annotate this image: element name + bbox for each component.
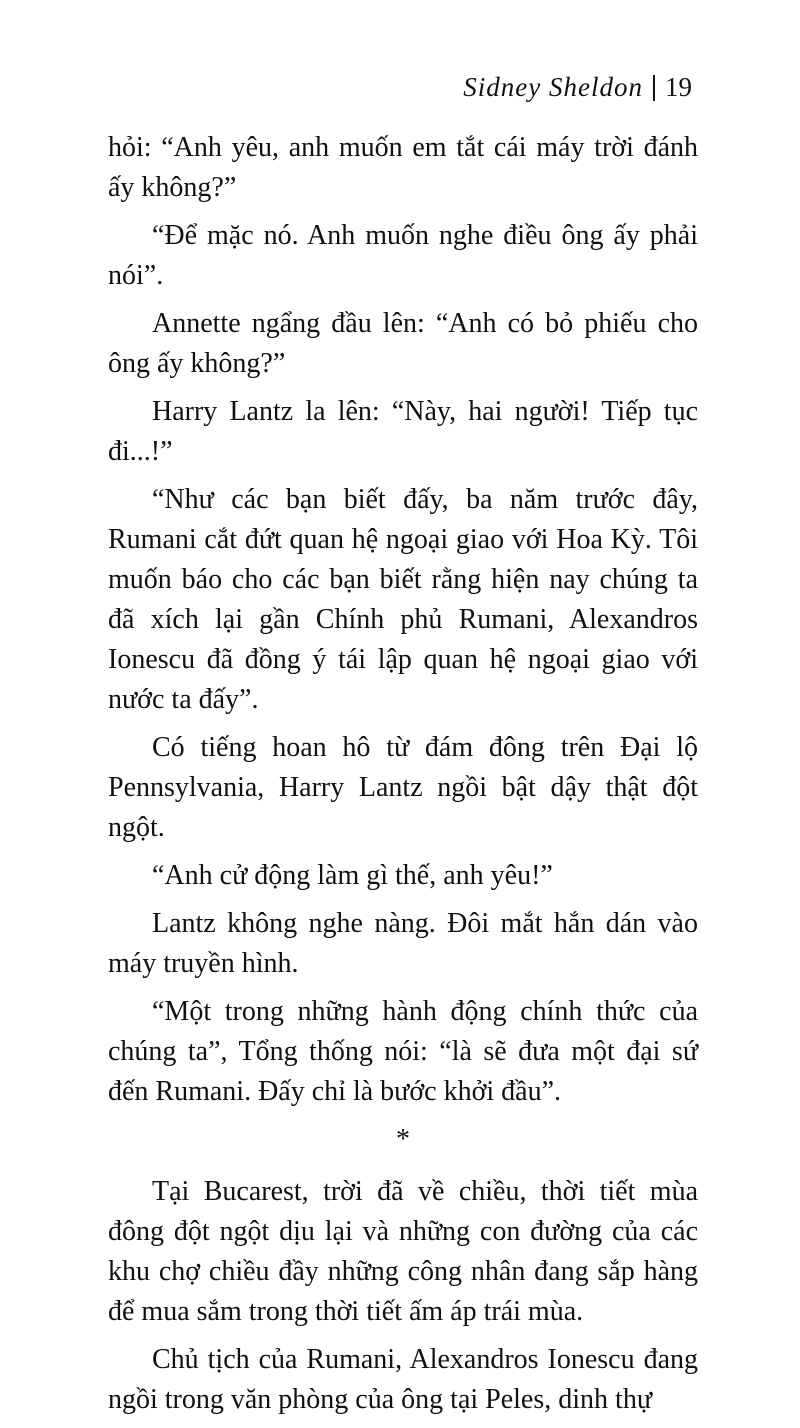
paragraph: “Anh cử động làm gì thế, anh yêu!” (152, 860, 553, 891)
running-header (463, 72, 692, 103)
paragraph: hỏi: “Anh yêu, anh muốn em tắt cái máy trời đánh ấy không?” (108, 132, 698, 203)
section-break: * (396, 1124, 410, 1155)
paragraph: Harry Lantz la lên: “Này, hai người! Tiếp tục đi...!” (108, 396, 698, 467)
paragraph: Lantz không nghe nàng. Đôi mắt hắn dán vào máy truyền hình. (108, 908, 698, 979)
page-number: 19 (665, 72, 692, 102)
paragraph: “Như các bạn biết đấy, ba năm trước đây, Rumani cắt đứt quan hệ ngoại giao với Hoa Kỳ. Tôi muốn báo cho các bạn biết rằng hiện nay chúng ta đã xích lại gần Chính phủ Rumani, Alexandros Ionescu đã đồng ý tái lập quan hệ ngoại giao với nước ta đấy”. (108, 484, 698, 715)
paragraph: Có tiếng hoan hô từ đám đông trên Đại lộ Pennsylvania, Harry Lantz ngồi bật dậy thật đột ngột. (108, 732, 698, 843)
paragraph: Tại Bucarest, trời đã về chiều, thời tiết mùa đông đột ngột dịu lại và những con đường của các khu chợ chiều đầy những công nhân đang sắp hàng để mua sắm trong thời tiết ấm áp trái mùa. (108, 1176, 698, 1327)
paragraph: Annette ngẩng đầu lên: “Anh có bỏ phiếu cho ông ấy không?” (108, 308, 698, 379)
paragraph: “Để mặc nó. Anh muốn nghe điều ông ấy phải nói”. (108, 220, 698, 291)
paragraph: Chủ tịch của Rumani, Alexandros Ionescu đang ngồi trong văn phòng của ông tại Peles, dinh thự (108, 1344, 698, 1415)
body-text (108, 128, 698, 1428)
author-name: Sidney Sheldon (463, 72, 643, 102)
paragraph: “Một trong những hành động chính thức của chúng ta”, Tổng thống nói: “là sẽ đưa một đại sứ đến Rumani. Đấy chỉ là bước khởi đầu”. (108, 996, 698, 1107)
header-divider (653, 75, 655, 101)
